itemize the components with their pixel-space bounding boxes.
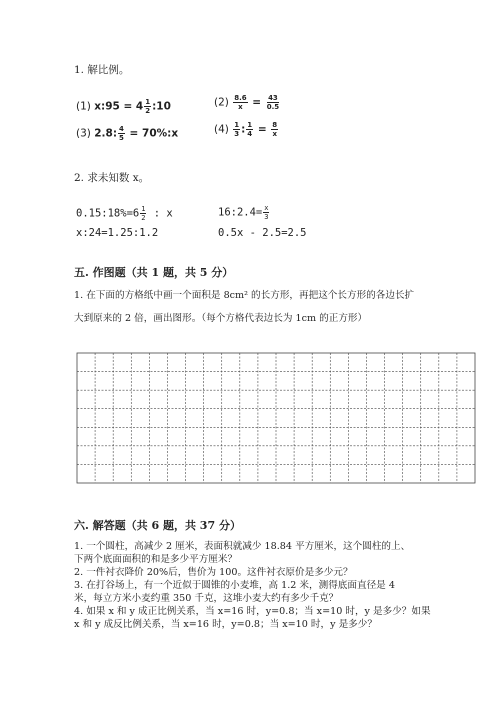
- section5-title: 五. 作图题（共 1 题，共 5 分）: [74, 266, 234, 279]
- proportion-3-post: = 70%:x: [125, 127, 179, 140]
- proportion-3-label: (3): [76, 127, 91, 140]
- proportion-3-fraction: $\frac{4}{5}$: [119, 125, 124, 142]
- proportion-3-pre: 2.8:: [94, 127, 118, 140]
- section6-line-4: 3. 在打谷场上，有一个近似于圆锥的小麦堆，高 1.2 米，测得底面直径是 4: [74, 580, 395, 591]
- section1-heading: 1. 解比例。: [74, 64, 130, 76]
- proportion-1-post: :10: [152, 100, 171, 113]
- proportion-1-pre: x:95 = 4: [94, 100, 144, 113]
- equation-1: [76, 205, 173, 222]
- section6-line-5: 米，每立方米小麦约重 350 千克，这堆小麦大约有多少千克？: [74, 593, 339, 604]
- equation-2: [218, 204, 270, 221]
- proportion-4: [214, 121, 279, 138]
- section6-line-1: 1. 一个圆柱，高减少 2 厘米，表面积就减少 18.84 平方厘米，这个圆柱的上、: [74, 541, 411, 552]
- proportion-3: [76, 125, 178, 142]
- section6-line-6: 4. 如果 x 和 y 成正比例关系，当 x=16 时，y=0.8；当 x=10 时，y 是多少？如果: [74, 606, 431, 617]
- equation-2-fraction: $\frac{x}{3}$: [264, 204, 269, 221]
- equation-3: x:24=1.25:1.2: [76, 227, 159, 239]
- proportion-2-right-fraction: $\frac{43}{0.5}$: [266, 94, 280, 111]
- section6-line-3: 2. 一件衬衣降价 20%后，售价为 100。这件衬衣原价是多少元？: [74, 567, 353, 578]
- proportion-1: [76, 98, 171, 115]
- proportion-2: [214, 94, 281, 111]
- equation-2-pre: 16:2.4=: [218, 206, 263, 219]
- section5-question-line-1: 1. 在下面的方格纸中画一个面积是 8cm² 的长方形，再把这个长方形的各边长扩: [74, 290, 415, 301]
- proportion-1-fraction: $\frac{1}{2}$: [145, 98, 151, 115]
- proportion-4-label: (4): [214, 123, 229, 136]
- grid-lines: [76, 352, 476, 484]
- equation-1-fraction: $\frac{1}{2}$: [141, 205, 146, 222]
- proportion-4-left-fraction: $\frac{1}{3}$: [234, 121, 240, 138]
- proportion-4-right-fraction: $\frac{8}{x}$: [272, 121, 278, 138]
- proportion-4-eq: =: [254, 123, 271, 136]
- proportion-2-label: (2): [214, 96, 229, 109]
- section2-heading: 2. 求未知数 x。: [74, 172, 150, 184]
- proportion-4-colon: :: [241, 123, 246, 136]
- section6-title: 六. 解答题（共 6 题，共 37 分）: [74, 519, 241, 532]
- grid-paper[interactable]: [76, 352, 476, 484]
- equation-1-post: : x: [147, 207, 173, 220]
- section6-line-7: x 和 y 成反比例关系，当 x=16 时，y=0.8；当 x=10 时，y 是多少？: [74, 619, 377, 630]
- proportion-2-eq: =: [248, 96, 265, 109]
- equation-4: 0.5x - 2.5=2.5: [218, 227, 307, 239]
- section5-question-line-2: 大到原来的 2 倍，画出图形。（每个方格代表边长为 1cm 的正方形）: [74, 313, 368, 324]
- section6-line-2: 下两个底面面积的和是多少平方厘米？: [74, 554, 238, 565]
- proportion-4-mid-fraction: $\frac{1}{4}$: [247, 121, 253, 138]
- proportion-2-left-fraction: $\frac{8.6}{x}$: [234, 94, 247, 111]
- proportion-1-label: (1): [76, 100, 91, 113]
- equation-1-pre: 0.15:18%=6: [76, 207, 140, 220]
